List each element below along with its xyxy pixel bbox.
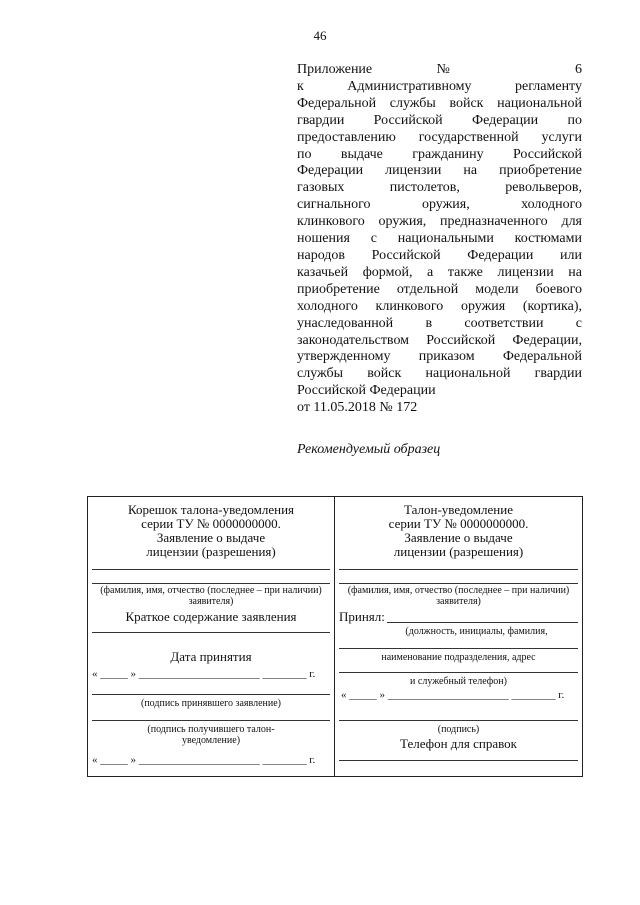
phone-caption: и служебный телефон) bbox=[410, 676, 507, 687]
phone-line[interactable] bbox=[339, 672, 578, 673]
receiver-caption: (подпись получившего талон-уведомление) bbox=[147, 724, 275, 746]
notification-application: Заявление о выдаче bbox=[404, 530, 513, 545]
appendix-line: клинкового оружия, предназначенного для bbox=[297, 214, 582, 230]
appendix-line: холодного клинкового оружия (кортика), bbox=[297, 298, 582, 314]
signature-line[interactable] bbox=[339, 720, 578, 721]
appendix-line: по выдаче гражданину Российской bbox=[297, 146, 582, 162]
date-label: Дата принятия bbox=[170, 649, 252, 664]
appendix-line: к Административному регламенту bbox=[297, 78, 582, 94]
fio-caption: (фамилия, имя, отчество (последнее – при наличии) заявителя) bbox=[100, 585, 322, 607]
signer-caption: (подпись принявшего заявление) bbox=[140, 698, 282, 709]
appendix-line: Российской Федерации bbox=[297, 383, 436, 399]
summary-line[interactable] bbox=[92, 632, 330, 633]
blank-line bbox=[92, 569, 330, 570]
appendix-line: Федерации лицензии на приобретение bbox=[297, 163, 582, 179]
appendix-line: гвардии Российской Федерации по bbox=[297, 112, 582, 128]
page-number: 46 bbox=[313, 28, 327, 43]
date-field[interactable]: « _____ » ______________________ ________ г. bbox=[92, 754, 316, 766]
department-caption: наименование подразделения, адрес bbox=[381, 652, 536, 663]
notification-form bbox=[87, 496, 583, 777]
appendix-line: приобретение отдельной модели боевого bbox=[297, 281, 582, 297]
accepted-line[interactable] bbox=[387, 622, 578, 623]
notification-header bbox=[335, 503, 582, 559]
appendix-date-line: от 11.05.2018 № 172 bbox=[297, 400, 418, 416]
notification-license: лицензии (разрешения) bbox=[393, 544, 524, 559]
phone-number-line[interactable] bbox=[339, 760, 578, 761]
receiver-signature-line[interactable] bbox=[92, 720, 330, 721]
stub-column bbox=[88, 497, 335, 776]
appendix-line: казачьей формой, а также лицензии на bbox=[297, 264, 582, 280]
accepted-label: Принял: bbox=[339, 609, 385, 624]
fio-caption: (фамилия, имя, отчество (последнее – при наличии) заявителя) bbox=[347, 585, 570, 607]
appendix-line: народов Российской Федерации или bbox=[297, 247, 582, 263]
date-field[interactable]: « _____ » ______________________ ________ г. bbox=[341, 689, 565, 701]
position-caption: (должность, инициалы, фамилия, bbox=[405, 626, 548, 637]
appendix-line: предоставлению государственной услуги bbox=[297, 129, 582, 145]
phone-label: Телефон для справок bbox=[400, 736, 517, 751]
appendix-line: ношения с национальными костюмами bbox=[297, 231, 582, 247]
summary-label: Краткое содержание заявления bbox=[125, 609, 297, 624]
blank-line bbox=[339, 569, 578, 570]
stub-license: лицензии (разрешения) bbox=[146, 544, 276, 559]
notification-column bbox=[335, 497, 582, 776]
fio-line[interactable] bbox=[92, 583, 330, 584]
notification-title: Талон-уведомление bbox=[404, 502, 513, 517]
appendix-heading bbox=[297, 62, 582, 417]
department-line[interactable] bbox=[339, 648, 578, 649]
stub-header bbox=[88, 503, 334, 559]
appendix-line: сигнального оружия, холодного bbox=[297, 197, 582, 213]
appendix-line: утвержденному приказом Федеральной bbox=[297, 349, 582, 365]
date-field[interactable]: « _____ » ______________________ ________ г. bbox=[92, 668, 316, 680]
signature-line[interactable] bbox=[92, 694, 330, 695]
appendix-line: Федеральной службы войск национальной bbox=[297, 95, 582, 111]
sample-label: Рекомендуемый образец bbox=[297, 442, 441, 457]
appendix-line: службы войск национальной гвардии bbox=[297, 366, 582, 382]
signature-caption: (подпись) bbox=[437, 724, 480, 735]
appendix-line: Приложение № 6 bbox=[297, 62, 582, 77]
appendix-line: газовых пистолетов, револьверов, bbox=[297, 180, 582, 196]
appendix-line: унаследованной в соответствии с bbox=[297, 315, 582, 331]
stub-title: Корешок талона-уведомления bbox=[127, 502, 295, 517]
appendix-line: законодательством Российской Федерации, bbox=[297, 332, 582, 348]
fio-line[interactable] bbox=[339, 583, 578, 584]
notification-series: серии ТУ № 0000000000. bbox=[388, 516, 529, 531]
stub-series: серии ТУ № 0000000000. bbox=[141, 516, 281, 531]
stub-application: Заявление о выдаче bbox=[156, 530, 266, 545]
